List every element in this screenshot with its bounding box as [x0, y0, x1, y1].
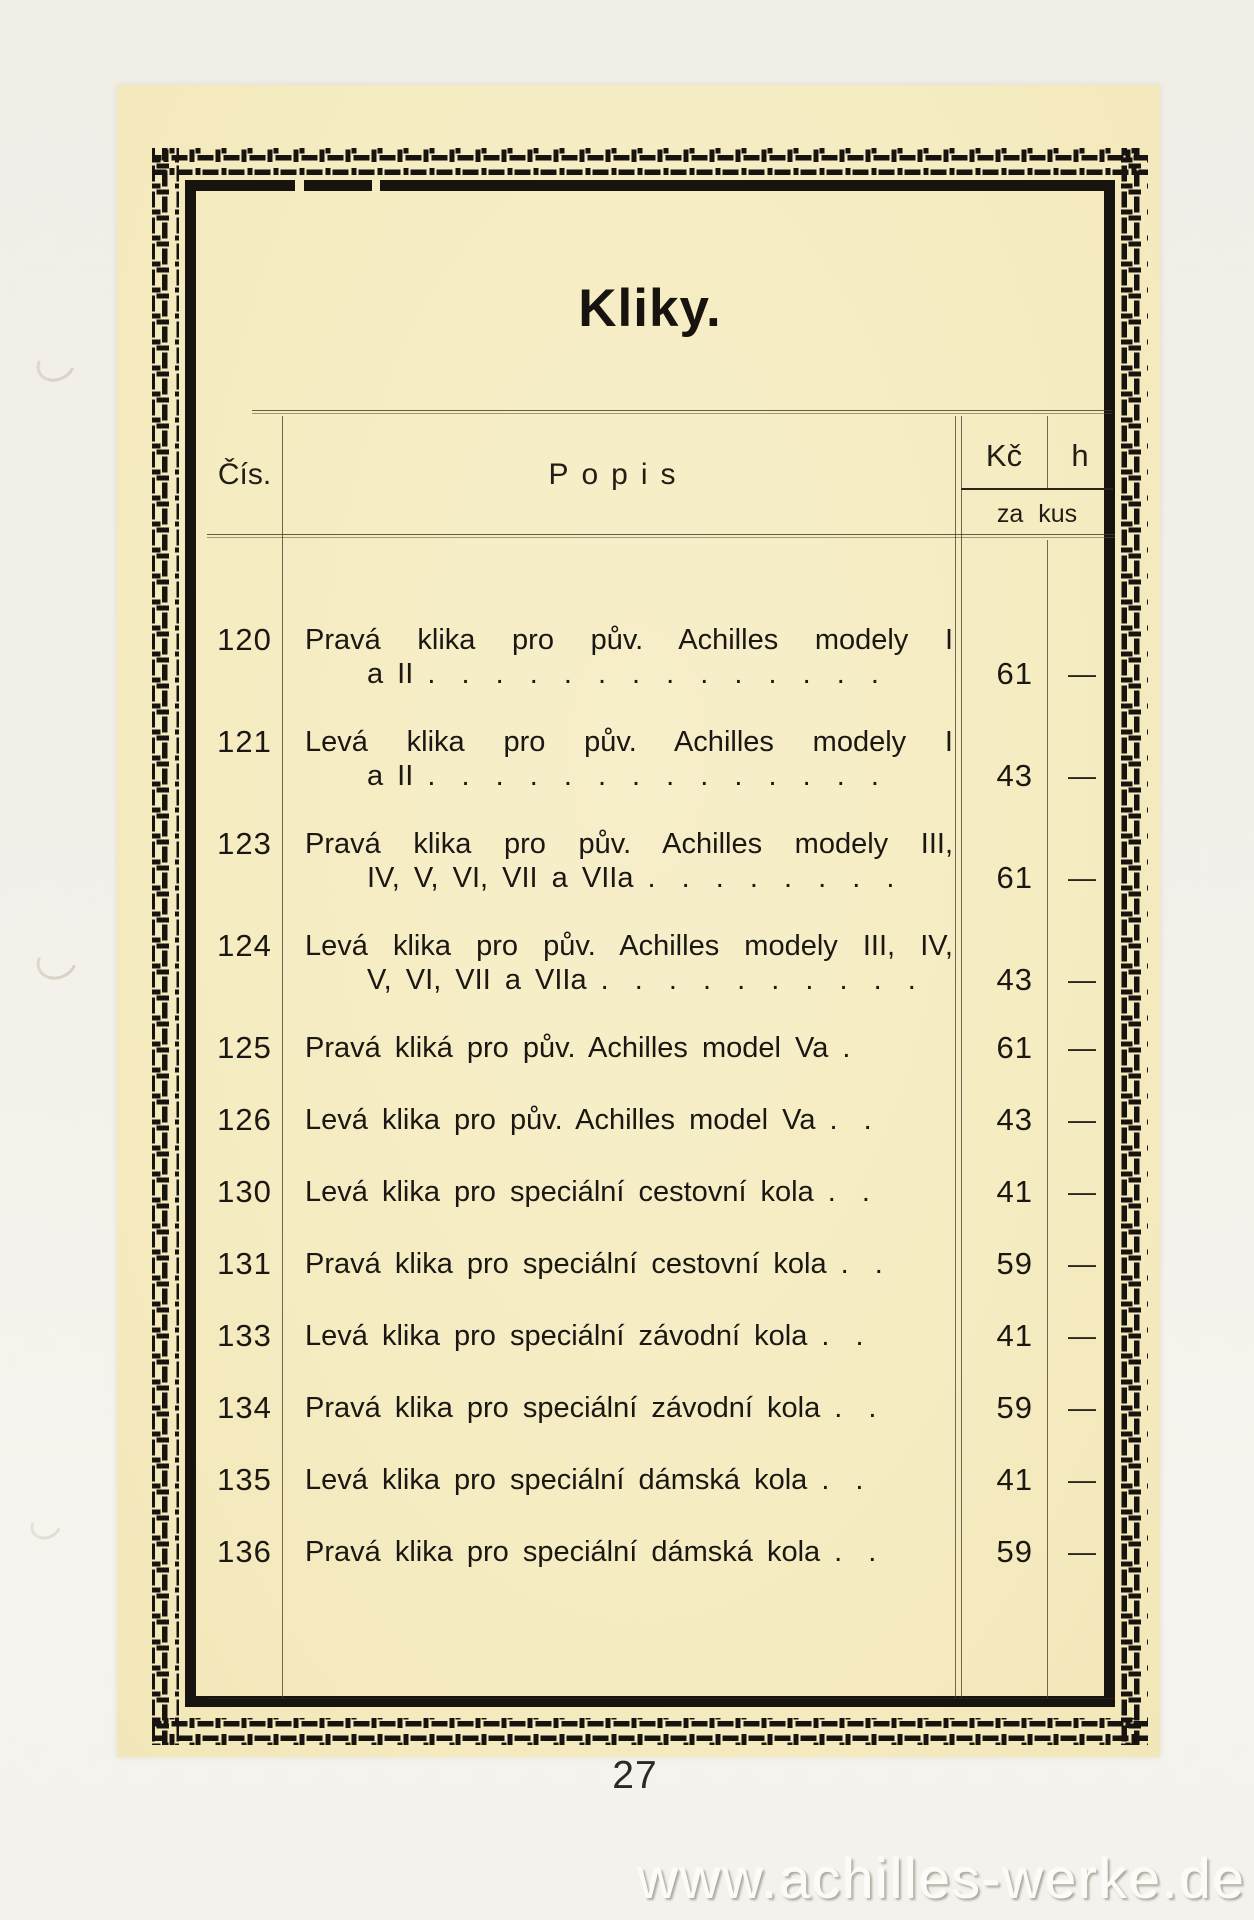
table-row — [207, 827, 1115, 895]
row-description-line1: Pravá klika pro speciální dámská kola . . — [305, 1536, 886, 1568]
dot-leader: . . . . . . . . . . . . . . — [427, 658, 888, 690]
dot-leader: . — [842, 1032, 860, 1064]
row-number: 126 — [217, 1102, 272, 1137]
row-description — [282, 1103, 963, 1137]
dot-leader: . . . . . . . . . . — [600, 964, 925, 996]
table-row — [207, 1535, 1115, 1569]
per-unit-label: za kus — [996, 500, 1078, 528]
dot-leader: . . — [821, 1464, 873, 1496]
row-description-line2: V, VI, VII a VIIa . . . . . . . . . . — [367, 964, 925, 996]
table — [207, 202, 1096, 1685]
table-row — [207, 725, 1115, 793]
row-description — [282, 827, 963, 895]
page-title: Kliky. — [578, 279, 722, 338]
row-description-line1: Levá klika pro pův. Achilles modely III, IV, — [305, 930, 953, 962]
row-price-kc: 43 — [996, 1102, 1033, 1137]
table-body — [207, 623, 1115, 1607]
frame-print-gap — [295, 180, 304, 191]
column-header-description: Popis — [548, 458, 689, 491]
row-number: 130 — [217, 1174, 272, 1209]
row-price-heller: — — [1068, 1248, 1096, 1279]
row-price-kc: 59 — [996, 1246, 1033, 1281]
dot-leader: . . — [834, 1392, 886, 1424]
title-rule — [252, 410, 1112, 414]
table-row — [207, 1319, 1115, 1353]
row-description-line1: Levá klika pro pův. Achilles modely I — [305, 726, 953, 758]
row-number: 125 — [217, 1030, 272, 1065]
table-row — [207, 1247, 1115, 1281]
column-header-num: Čís. — [217, 458, 272, 491]
table-bottom-hairline — [207, 1698, 1115, 1699]
row-description-line1: Pravá kliká pro pův. Achilles model Va . — [305, 1032, 860, 1064]
row-price-kc: 61 — [996, 860, 1033, 895]
table-row — [207, 929, 1115, 997]
row-price-heller: — — [1068, 1176, 1096, 1207]
row-number: 134 — [217, 1390, 272, 1425]
dot-leader: . . — [829, 1104, 881, 1136]
dot-leader: . . — [840, 1248, 892, 1280]
row-price-heller: — — [1068, 1536, 1096, 1567]
hole-punch-mark — [26, 1507, 66, 1545]
row-price-heller: — — [1068, 1392, 1096, 1423]
table-row — [207, 1463, 1115, 1497]
hole-punch-mark — [31, 341, 81, 388]
table-frame — [185, 180, 1115, 1707]
row-price-kc: 41 — [996, 1174, 1033, 1209]
column-header-heller: h — [1071, 438, 1089, 473]
row-description-line1: Pravá klika pro speciální závodní kola . . — [305, 1392, 886, 1424]
row-description-line1: Pravá klika pro speciální cestovní kola . . — [305, 1248, 892, 1280]
watermark: www.achilles-werke.de — [637, 1847, 1246, 1910]
row-price-kc: 61 — [996, 1030, 1033, 1065]
row-description — [282, 725, 963, 793]
dot-leader: . . — [834, 1536, 886, 1568]
row-price-kc: 61 — [996, 656, 1033, 691]
row-price-kc: 41 — [996, 1318, 1033, 1353]
dot-leader: . . — [821, 1320, 873, 1352]
row-description — [282, 1319, 963, 1353]
frame-print-gap — [372, 180, 380, 191]
row-number: 120 — [217, 622, 272, 657]
dot-leader: . . . . . . . . — [647, 862, 904, 894]
row-price-heller: — — [1068, 1464, 1096, 1495]
row-price-heller: — — [1068, 964, 1096, 995]
dot-leader: . . — [827, 1176, 879, 1208]
hole-punch-mark — [31, 937, 84, 986]
row-description — [282, 1031, 963, 1065]
row-number: 133 — [217, 1318, 272, 1353]
row-price-heller: — — [1068, 760, 1096, 791]
row-price-kc: 59 — [996, 1534, 1033, 1569]
row-number: 136 — [217, 1534, 272, 1569]
column-header-currency: Kč — [985, 438, 1023, 473]
row-description — [282, 1391, 963, 1425]
row-price-heller: — — [1068, 1032, 1096, 1063]
row-price-heller: — — [1068, 1104, 1096, 1135]
row-description-line2: a II . . . . . . . . . . . . . . — [367, 760, 888, 792]
row-price-kc: 43 — [996, 758, 1033, 793]
row-description — [282, 1535, 963, 1569]
table-row — [207, 1031, 1115, 1065]
row-description-line1: Pravá klika pro pův. Achilles modely III, — [305, 828, 953, 860]
table-row — [207, 1103, 1115, 1137]
table-row — [207, 623, 1115, 691]
row-description-line2: a II . . . . . . . . . . . . . . — [367, 658, 888, 690]
row-number: 131 — [217, 1246, 272, 1281]
row-description — [282, 1463, 963, 1497]
row-number: 123 — [217, 826, 272, 861]
currency-underline — [961, 488, 1113, 490]
currency-heller-divider — [1047, 416, 1048, 488]
row-price-heller: — — [1068, 1320, 1096, 1351]
row-description-line2: IV, V, VI, VII a VIIa . . . . . . . . — [367, 862, 904, 894]
row-price-kc: 41 — [996, 1462, 1033, 1497]
row-description-line1: Levá klika pro speciální cestovní kola . . — [305, 1176, 879, 1208]
row-price-heller: — — [1068, 658, 1096, 689]
dot-leader: . . . . . . . . . . . . . . — [427, 760, 888, 792]
row-description — [282, 1247, 963, 1281]
catalog-sheet — [117, 85, 1160, 1757]
row-number: 124 — [217, 928, 272, 963]
row-price-kc: 59 — [996, 1390, 1033, 1425]
header-rule — [207, 534, 1115, 538]
row-description-line1: Levá klika pro speciální závodní kola . . — [305, 1320, 873, 1352]
table-row — [207, 1175, 1115, 1209]
row-description — [282, 1175, 963, 1209]
row-description-line1: Pravá klika pro pův. Achilles modely I — [305, 624, 953, 656]
row-price-heller: — — [1068, 862, 1096, 893]
row-description-line1: Levá klika pro speciální dámská kola . . — [305, 1464, 873, 1496]
page-number: 27 — [612, 1754, 658, 1797]
row-price-kc: 43 — [996, 962, 1033, 997]
row-description — [282, 929, 963, 997]
table-row — [207, 1391, 1115, 1425]
row-number: 135 — [217, 1462, 272, 1497]
row-description-line1: Levá klika pro pův. Achilles model Va . . — [305, 1104, 881, 1136]
row-description — [282, 623, 963, 691]
row-number: 121 — [217, 724, 272, 759]
